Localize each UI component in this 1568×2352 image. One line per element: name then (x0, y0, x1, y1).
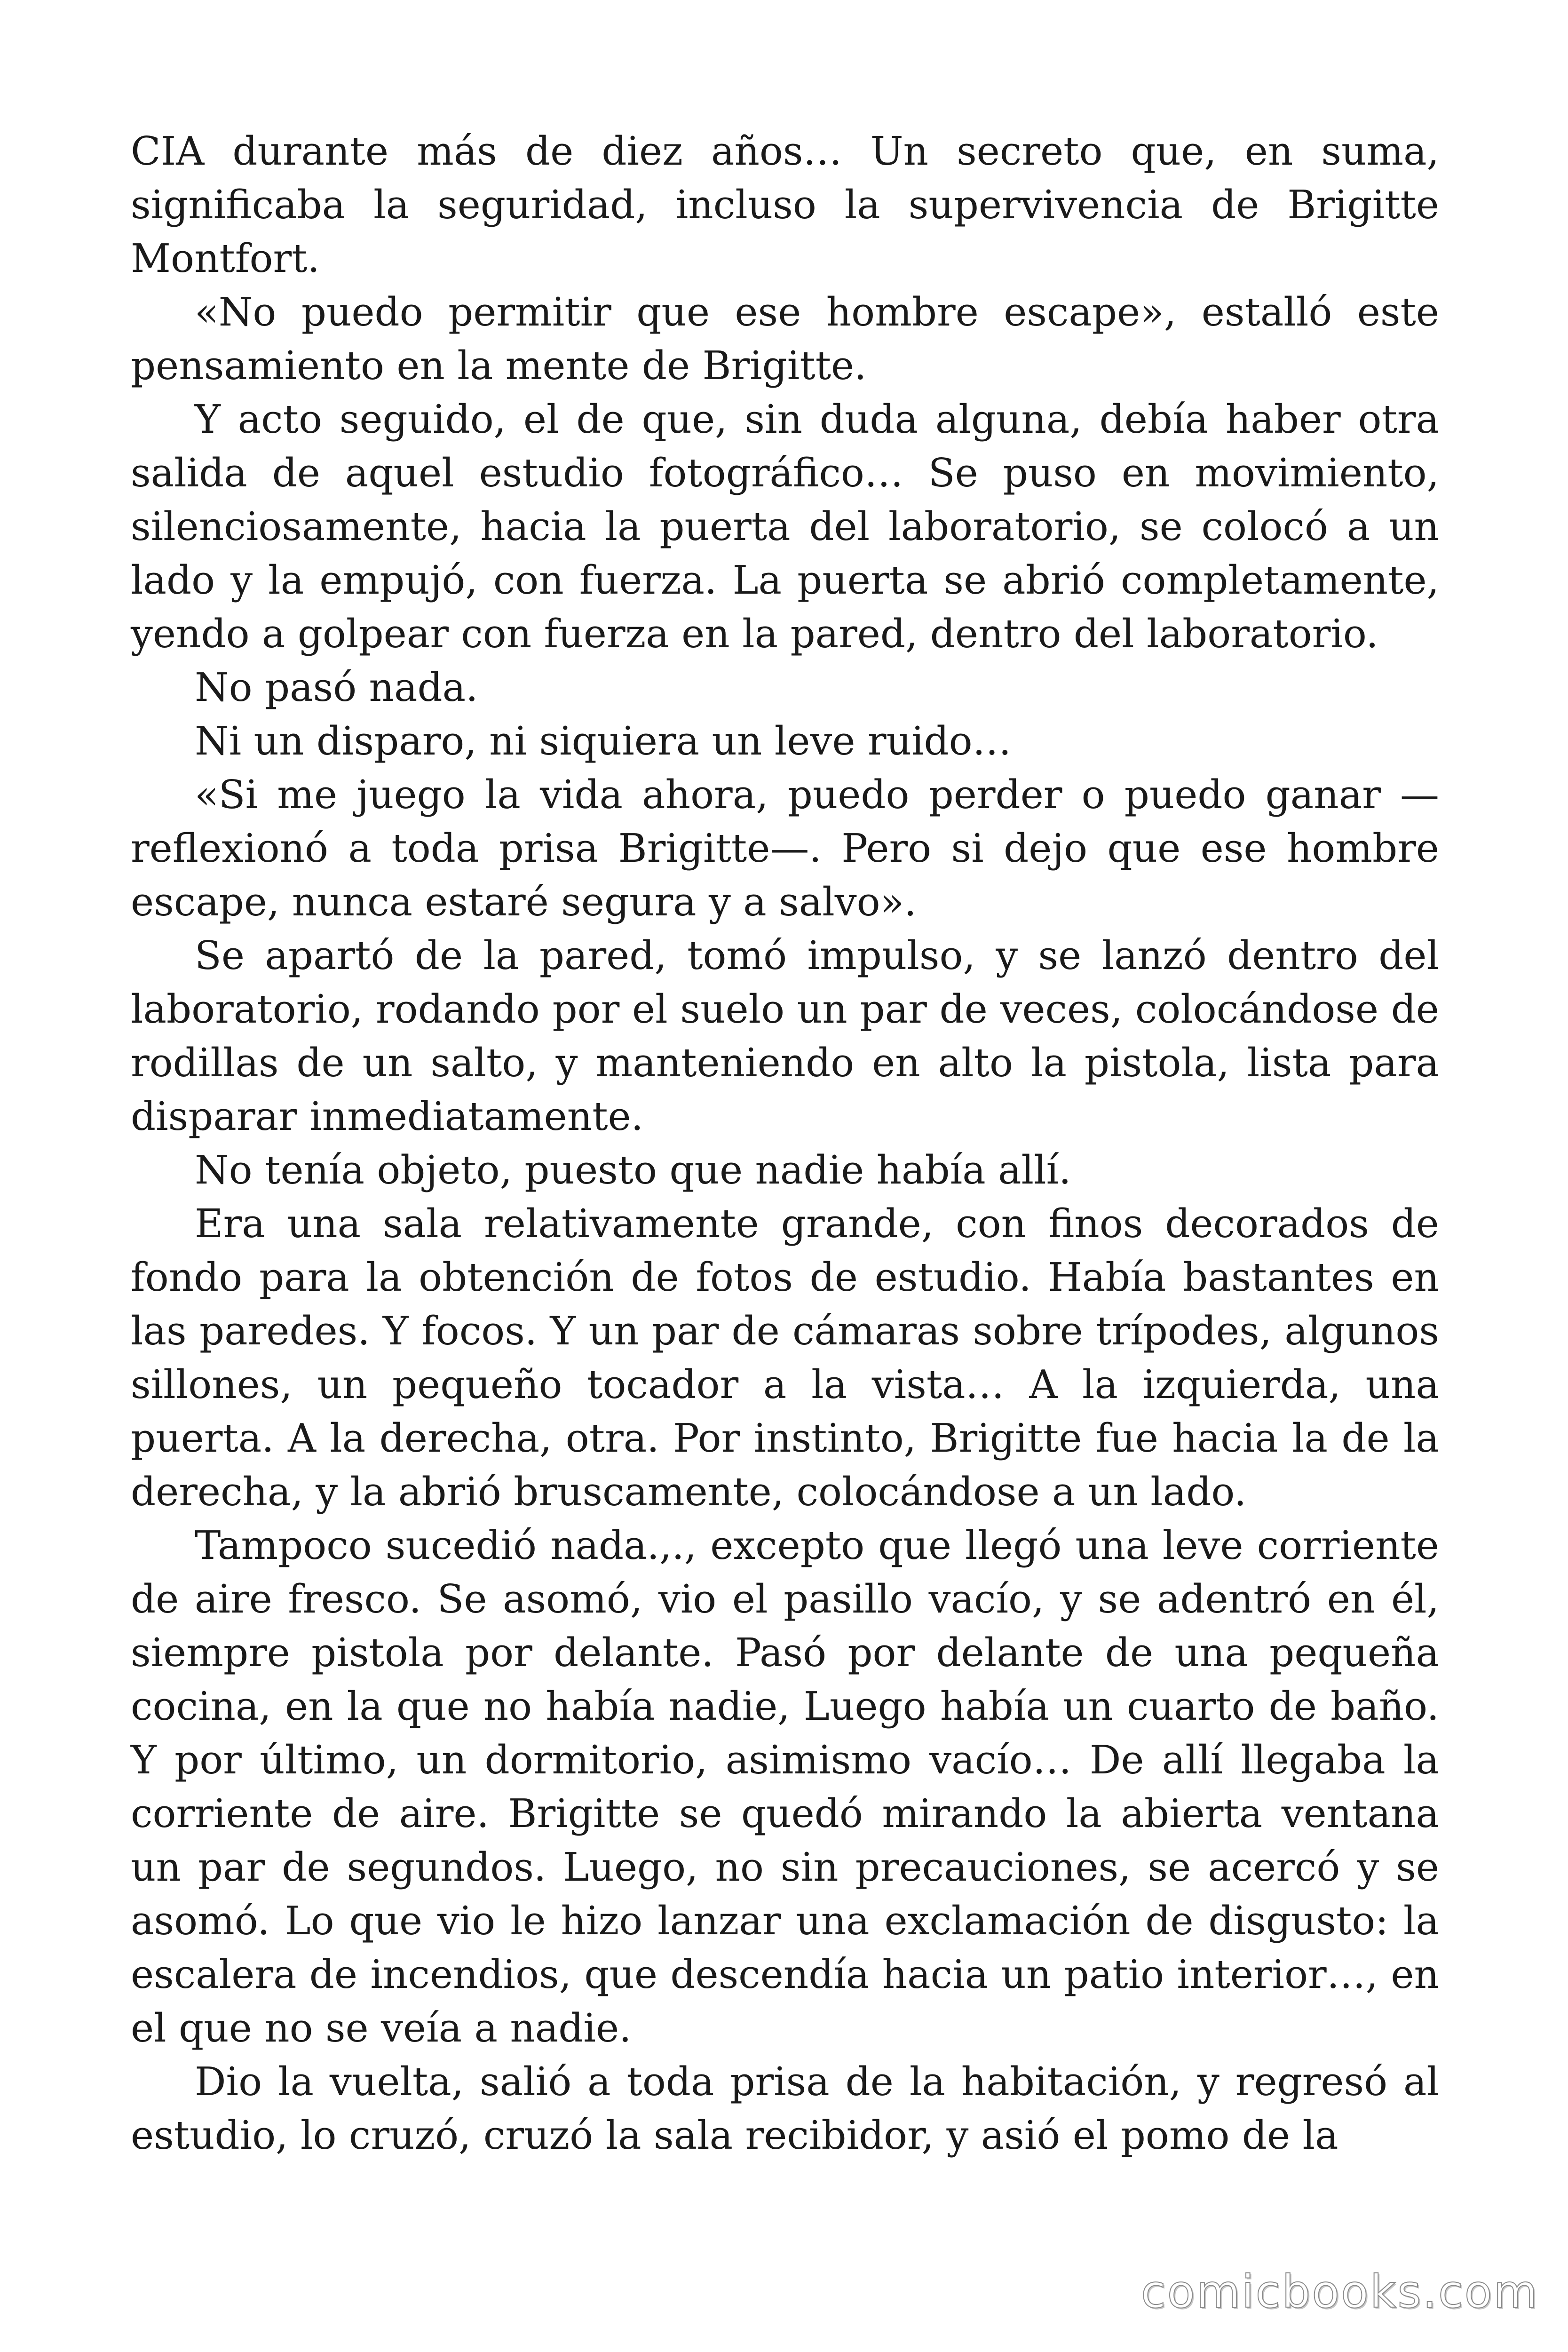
paragraph-9: Era una sala relativamente grande, con finos decorados de fondo para la obtención de fotos de estudio. Había bastantes en las paredes. Y focos. Y un par de cámaras sobre trípodes, algunos sillones, un pequeño tocador a la vista… A la izquierda, una puerta. A la derecha, otra. Por instinto, Brigitte fue hacia la de la derecha, y la abrió bruscamente, colocándose a un lado. (131, 1201, 1439, 1515)
paragraph-2: «No puedo permitir que ese hombre escape», estalló este pensamiento en la mente de Brigitte. (131, 289, 1439, 389)
paragraph-10: Tampoco sucedió nada.,., excepto que llegó una leve corriente de aire fresco. Se asomó, vio el pasillo vacío, y se adentró en él, siempre pistola por delante. Pasó por delante de una pequeña cocina, en la que no había nadie, Luego había un cuarto de baño. Y por último, un dormitorio, asimismo vacío… De allí llegaba la corriente de aire. Brigitte se quedó mirando la abierta ventana un par de segundos. Luego, no sin precauciones, se acercó y se asomó. Lo que vio le hizo lanzar una exclamación de disgusto: la escalera de incendios, que descendía hacia un patio interior…, en el que no se veía a nadie. (131, 1523, 1439, 2051)
paragraph-8: No tenía objeto, puesto que nadie había allí. (195, 1147, 1071, 1193)
paragraph-6: «Si me juego la vida ahora, puedo perder o puedo ganar —reflexionó a toda prisa Brigitte—. Pero si dejo que ese hombre escape, nunca estaré segura y a salvo». (131, 772, 1439, 925)
paragraph-4: No pasó nada. (195, 665, 478, 710)
watermark: comicbooks.com (1140, 2265, 1539, 2318)
page-text-body (131, 125, 1439, 2162)
paragraph-5: Ni un disparo, ni siquiera un leve ruido… (195, 718, 1012, 764)
paragraph-7: Se apartó de la pared, tomó impulso, y se lanzó dentro del laboratorio, rodando por el suelo un par de veces, colocándose de rodillas de un salto, y manteniendo en alto la pistola, lista para disparar inmediatamente. (131, 933, 1439, 1139)
paragraph-3: Y acto seguido, el de que, sin duda alguna, debía haber otra salida de aquel estudio fotográfico… Se puso en movimiento, silenciosamente, hacia la puerta del laboratorio, se colocó a un lado y la empujó, con fuerza. La puerta se abrió completamente, yendo a golpear con fuerza en la pared, dentro del laboratorio. (131, 397, 1439, 657)
paragraph-11: Dio la vuelta, salió a toda prisa de la habitación, y regresó al estudio, lo cruzó, cruzó la sala recibidor, y asió el pomo de la (131, 2059, 1439, 2158)
paragraph-1: CIA durante más de diez años… Un secreto que, en suma, significaba la seguridad, incluso la supervivencia de Brigitte Montfort. (131, 128, 1439, 281)
